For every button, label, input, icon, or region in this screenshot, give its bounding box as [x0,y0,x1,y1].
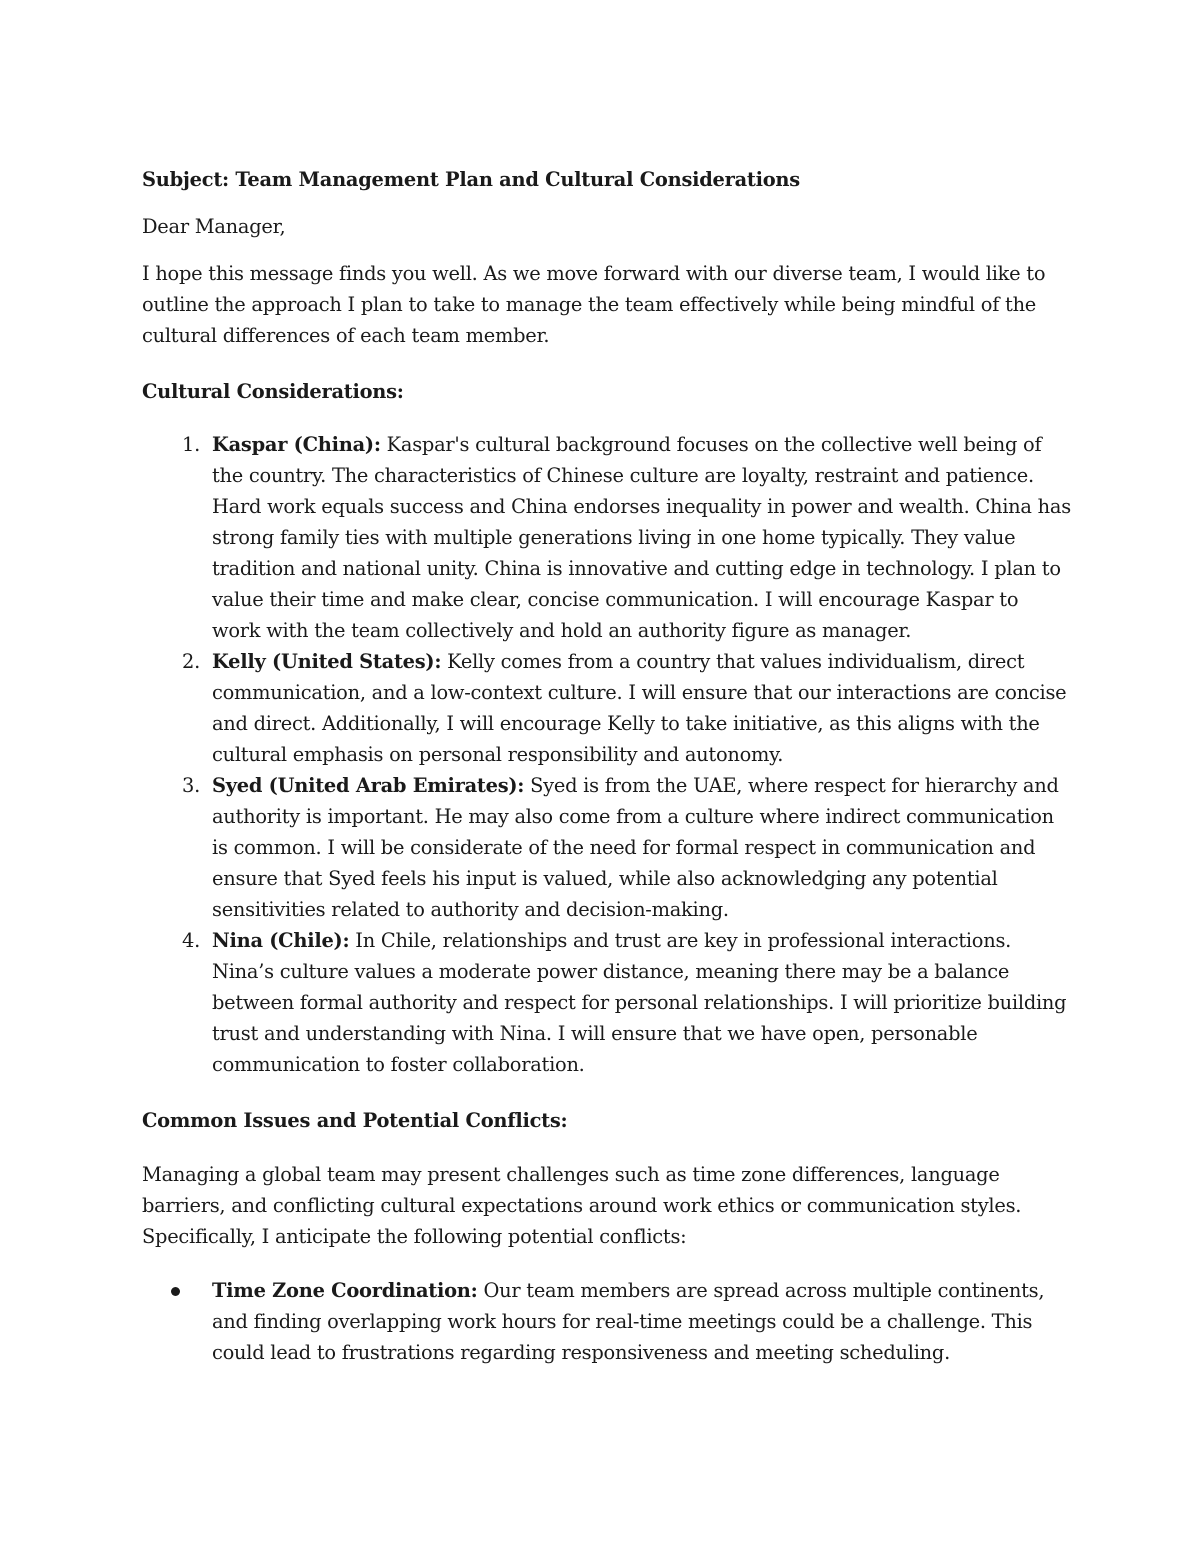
list-number: 1 . [176,429,200,460]
document-page [142,164,1072,1368]
member-description: Kelly comes from a country that values individualism, direct communication, and a low-context culture. I will ensure that our interactions are concise and direct. Additionally, I will encourage Kelly to take initiative, as this aligns with the cultural emphasis on personal responsibility and autonomy. [212,650,1067,766]
greeting: Dear Manager, [142,215,286,238]
list-item-kaspar [142,429,1072,646]
issues-list [142,1275,1072,1368]
list-number: 4 . [176,925,200,956]
list-item-nina [142,925,1072,1080]
issues-intro-paragraph: Managing a global team may present challenges such as time zone differences, language barriers, and conflicting cultural expectations around work ethics or communication styles. Specifically, I anticipate the following potential conflicts: [142,1163,1022,1248]
intro-paragraph: I hope this message finds you well. As we move forward with our diverse team, I would like to outline the approach I plan to take to manage the team effectively while being mindful of the cultural differences of each team member. [142,262,1046,347]
list-number: 3 . [176,770,200,801]
member-description: Kaspar's cultural background focuses on the collective well being of the country. The characteristics of Chinese culture are loyalty, restraint and patience. Hard work equals success and China endorses inequality in power and wealth. China has strong family ties with multiple generations living in one home typically. They value tradition and national unity. China is innovative and cutting edge in technology. I plan to value their time and make clear, concise communication. I will encourage Kaspar to work with the team collectively and hold an authority figure as manager. [212,433,1071,642]
bullet-icon [171,1287,180,1296]
member-name: Nina (Chile): [212,929,350,952]
cultural-considerations-heading: Cultural Considerations: [142,380,404,403]
member-name: Kaspar (China): [212,433,381,456]
list-item-syed [142,770,1072,925]
subject-line: Subject: Team Management Plan and Cultural Considerations [142,168,800,191]
list-item-time-zone [142,1275,1072,1368]
issue-description: Our team members are spread across multiple continents, and finding overlapping work hours for real-time meetings could be a challenge. This could lead to frustrations regarding responsiveness and meeting scheduling. [212,1279,1045,1364]
member-description: In Chile, relationships and trust are key in professional interactions. Nina’s culture values a moderate power distance, meaning there may be a balance between formal authority and respect for personal relationships. I will prioritize building trust and understanding with Nina. I will ensure that we have open, personable communication to foster collaboration. [212,929,1067,1076]
issue-title: Time Zone Coordination: [212,1279,478,1302]
list-number: 2 . [176,646,200,677]
member-name: Kelly (United States): [212,650,442,673]
member-name: Syed (United Arab Emirates): [212,774,525,797]
team-member-list [142,429,1072,1080]
member-description: Syed is from the UAE, where respect for hierarchy and authority is important. He may also come from a culture where indirect communication is common. I will be considerate of the need for formal respect in communication and ensure that Syed feels his input is valued, while also acknowledging any potential sensitivities related to authority and decision-making. [212,774,1059,921]
common-issues-heading: Common Issues and Potential Conflicts: [142,1109,568,1132]
list-item-kelly [142,646,1072,770]
